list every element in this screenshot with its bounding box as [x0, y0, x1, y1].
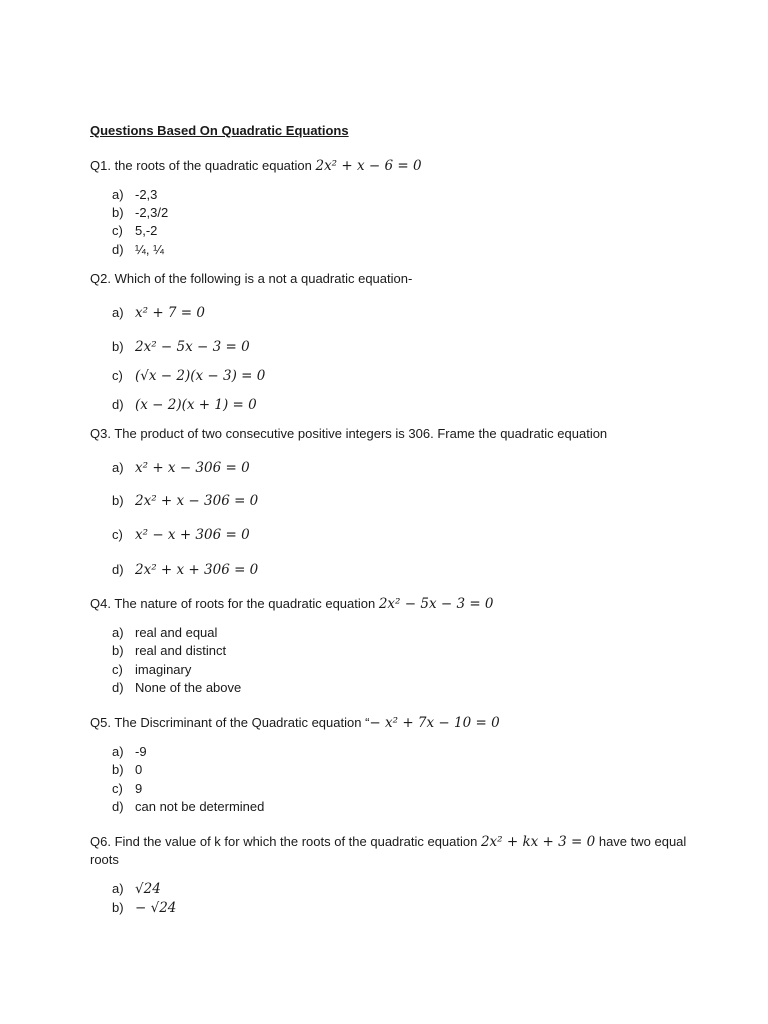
q3-option-a — [112, 459, 250, 477]
question-6-text-line2: roots — [90, 852, 119, 867]
option-text: imaginary — [135, 662, 192, 677]
option-label: d) — [112, 562, 124, 577]
q5-option-b — [112, 761, 142, 779]
option-text: None of the above — [135, 680, 242, 695]
option-equation: √24 — [135, 881, 161, 897]
option-label: c) — [112, 223, 123, 238]
question-6-equation: 2x² + kx + 3 = 0 — [480, 834, 596, 850]
question-5 — [90, 714, 710, 732]
option-label: d) — [112, 397, 124, 412]
question-1-equation: 2x² + x − 6 = 0 — [315, 158, 422, 174]
option-text: -2,3/2 — [135, 205, 169, 220]
option-label: c) — [112, 368, 123, 383]
question-3 — [90, 425, 710, 443]
q1-option-a — [112, 186, 157, 204]
option-text: -9 — [135, 744, 147, 759]
q5-option-d — [112, 798, 264, 816]
q4-option-c — [112, 661, 191, 679]
q5-option-a — [112, 743, 147, 761]
option-label: b) — [112, 643, 124, 658]
option-label: c) — [112, 781, 123, 796]
option-text: -2,3 — [135, 187, 158, 202]
option-equation: 2x² + x + 306 = 0 — [135, 562, 259, 578]
q2-option-a — [112, 304, 205, 322]
question-2-text: Q2. Which of the following is a not a quadratic equation- — [90, 271, 413, 286]
option-label: b) — [112, 900, 124, 915]
option-label: d) — [112, 242, 124, 257]
option-label: a) — [112, 625, 124, 640]
question-1-text: Q1. the roots of the quadratic equation — [90, 158, 316, 173]
option-label: c) — [112, 662, 123, 677]
option-text: 5,-2 — [135, 223, 158, 238]
option-text: 9 — [135, 781, 143, 796]
option-label: c) — [112, 527, 123, 542]
option-label: b) — [112, 205, 124, 220]
option-equation: x² + x − 306 = 0 — [135, 460, 250, 476]
q1-option-d — [112, 241, 164, 259]
question-6 — [90, 833, 710, 869]
option-label: a) — [112, 187, 124, 202]
option-equation: x² + 7 = 0 — [135, 305, 205, 321]
question-4-text: Q4. The nature of roots for the quadratic equation — [90, 596, 379, 611]
option-text: real and distinct — [135, 643, 227, 658]
option-label: a) — [112, 460, 124, 475]
option-label: a) — [112, 744, 124, 759]
option-text: ¼, ¼ — [135, 242, 164, 257]
option-equation: (√x − 2)(x − 3) = 0 — [135, 368, 266, 384]
option-label: a) — [112, 881, 124, 896]
q5-option-c — [112, 780, 142, 798]
q3-option-c — [112, 526, 250, 544]
question-2 — [90, 270, 710, 288]
q2-option-c — [112, 367, 265, 385]
q4-option-a — [112, 624, 217, 642]
question-4-equation: 2x² − 5x − 3 = 0 — [378, 596, 494, 612]
option-equation: (x − 2)(x + 1) = 0 — [135, 397, 257, 413]
option-equation: 2x² + x − 306 = 0 — [135, 493, 259, 509]
q4-option-b — [112, 642, 226, 660]
option-text: can not be determined — [135, 799, 265, 814]
page-title: Questions Based On Quadratic Equations — [90, 123, 349, 138]
question-1 — [90, 157, 710, 175]
option-label: b) — [112, 339, 124, 354]
option-equation: 2x² − 5x − 3 = 0 — [135, 339, 250, 355]
question-6-text-after: have two equal — [595, 834, 687, 849]
question-3-text: Q3. The product of two consecutive positive integers is 306. Frame the quadratic equation — [90, 426, 608, 441]
question-5-text: Q5. The Discriminant of the Quadratic equation “ — [90, 715, 370, 730]
q4-option-d — [112, 679, 241, 697]
q6-option-b — [112, 899, 176, 917]
option-label: b) — [112, 762, 124, 777]
option-label: d) — [112, 799, 124, 814]
q3-option-b — [112, 492, 258, 510]
q6-option-a — [112, 880, 161, 898]
option-label: a) — [112, 305, 124, 320]
q3-option-d — [112, 561, 258, 579]
q1-option-b — [112, 204, 168, 222]
q1-option-c — [112, 222, 157, 240]
option-equation: x² − x + 306 = 0 — [135, 527, 250, 543]
question-4 — [90, 595, 710, 613]
question-5-equation: − x² + 7x − 10 = 0 — [369, 715, 500, 731]
option-text: real and equal — [135, 625, 218, 640]
question-6-text: Q6. Find the value of k for which the roots of the quadratic equation — [90, 834, 481, 849]
q2-option-d — [112, 396, 257, 414]
option-label: d) — [112, 680, 124, 695]
option-text: 0 — [135, 762, 143, 777]
option-label: b) — [112, 493, 124, 508]
q2-option-b — [112, 338, 250, 356]
option-equation: − √24 — [135, 900, 177, 916]
